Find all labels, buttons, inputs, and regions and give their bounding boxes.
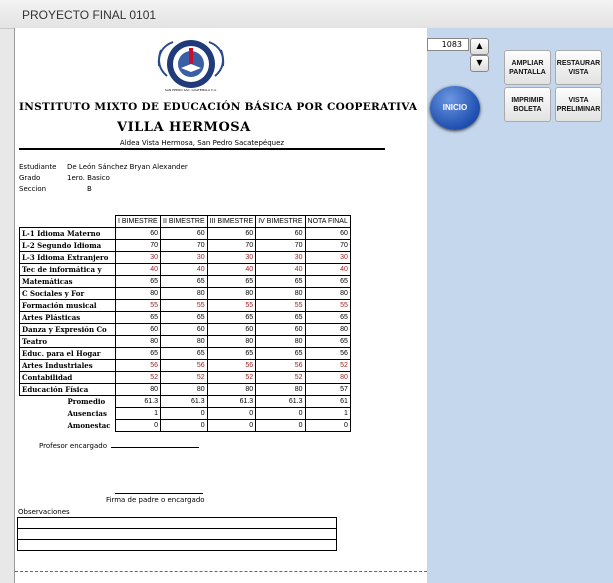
ampliar-pantalla-button[interactable]: AMPLIAR PANTALLA <box>504 50 551 85</box>
grade-cell: 56 <box>207 360 256 372</box>
grade-cell: 70 <box>207 240 256 252</box>
spin-down-button[interactable] <box>470 55 489 72</box>
grade-cell: 56 <box>305 348 350 360</box>
grade-cell: 40 <box>207 264 256 276</box>
grade-cell: 80 <box>305 324 350 336</box>
grade-cell: 40 <box>161 264 208 276</box>
summary-cell: 61.3 <box>116 396 161 408</box>
subject-name: L-3 Idioma Extranjero <box>20 252 116 264</box>
table-row <box>20 384 351 396</box>
section-label: Seccion <box>19 185 47 193</box>
report-sheet <box>14 28 427 583</box>
observations-line <box>17 539 337 551</box>
grade-cell: 55 <box>305 300 350 312</box>
summary-row <box>20 396 351 408</box>
grade-label: Grado <box>19 174 41 182</box>
summary-cell: 0 <box>161 408 208 420</box>
grade-cell: 60 <box>207 228 256 240</box>
summary-cell: 61 <box>305 396 350 408</box>
grade-cell: 70 <box>161 240 208 252</box>
grade-cell: 52 <box>207 372 256 384</box>
grade-cell: 65 <box>161 312 208 324</box>
summary-cell: 0 <box>305 420 350 432</box>
table-row <box>20 348 351 360</box>
summary-cell: 0 <box>256 408 305 420</box>
subject-name: Formación musical <box>20 300 116 312</box>
summary-label: Promedio <box>20 396 116 408</box>
window-title: PROYECTO FINAL 0101 <box>22 8 157 22</box>
grade-cell: 55 <box>256 300 305 312</box>
school-seal-icon <box>153 36 229 94</box>
grade-cell: 52 <box>161 372 208 384</box>
student-value: De León Sánchez Bryan Alexander <box>67 163 188 171</box>
arrow-down-icon: ▼ <box>476 58 483 67</box>
grade-cell: 65 <box>116 348 161 360</box>
table-row <box>20 324 351 336</box>
grade-cell: 60 <box>161 324 208 336</box>
table-row <box>20 372 351 384</box>
grade-cell: 55 <box>161 300 208 312</box>
grade-cell: 80 <box>161 336 208 348</box>
grade-cell: 60 <box>305 228 350 240</box>
grade-cell: 65 <box>207 312 256 324</box>
grade-cell: 60 <box>116 324 161 336</box>
table-row <box>20 252 351 264</box>
grade-cell: 80 <box>207 336 256 348</box>
grade-cell: 56 <box>256 360 305 372</box>
grade-cell: 70 <box>305 240 350 252</box>
grade-cell: 60 <box>207 324 256 336</box>
grade-cell: 60 <box>256 324 305 336</box>
summary-row <box>20 408 351 420</box>
parent-signature-label: Firma de padre o encargado <box>106 496 205 504</box>
grade-cell: 80 <box>207 384 256 396</box>
summary-cell: 61.3 <box>256 396 305 408</box>
grade-cell: 65 <box>256 348 305 360</box>
section-value: B <box>87 185 92 193</box>
school-name: VILLA HERMOSA <box>117 120 251 135</box>
subject-name: C Sociales y For <box>20 288 116 300</box>
summary-cell: 61.3 <box>161 396 208 408</box>
grade-cell: 65 <box>207 348 256 360</box>
table-row <box>20 300 351 312</box>
grade-cell: 60 <box>256 228 305 240</box>
summary-cell: 0 <box>161 420 208 432</box>
column-header: III BIMESTRE <box>207 216 256 228</box>
table-row <box>20 336 351 348</box>
summary-cell: 0 <box>207 408 256 420</box>
summary-label: Amonestac <box>20 420 116 432</box>
column-header: NOTA FINAL <box>305 216 350 228</box>
arrow-up-icon: ▲ <box>476 41 483 50</box>
grade-cell: 40 <box>305 264 350 276</box>
observations-label: Observaciones <box>18 508 70 516</box>
summary-cell: 1 <box>116 408 161 420</box>
restaurar-vista-button[interactable]: RESTAURAR VISTA <box>555 50 602 85</box>
grade-cell: 65 <box>305 276 350 288</box>
grade-cell: 52 <box>256 372 305 384</box>
subject-name: Matemáticas <box>20 276 116 288</box>
table-row <box>20 240 351 252</box>
grade-cell: 70 <box>116 240 161 252</box>
subject-name: L-2 Segundo Idioma <box>20 240 116 252</box>
grade-cell: 65 <box>161 276 208 288</box>
grade-value: 1ero. Basico <box>67 174 110 182</box>
grade-cell: 80 <box>161 288 208 300</box>
subject-name: Tec de informática y <box>20 264 116 276</box>
grade-cell: 55 <box>207 300 256 312</box>
grade-cell: 52 <box>116 372 161 384</box>
imprimir-boleta-button[interactable]: IMPRIMIR BOLETA <box>504 87 551 122</box>
column-header: II BIMESTRE <box>161 216 208 228</box>
table-row <box>20 264 351 276</box>
grade-cell: 80 <box>256 384 305 396</box>
header-blank <box>20 216 116 228</box>
grade-cell: 65 <box>116 276 161 288</box>
grade-cell: 80 <box>116 384 161 396</box>
grade-cell: 80 <box>256 336 305 348</box>
summary-cell: 1 <box>305 408 350 420</box>
column-header: IV BIMESTRE <box>256 216 305 228</box>
grade-cell: 40 <box>256 264 305 276</box>
grade-cell: 56 <box>116 360 161 372</box>
school-address: Aldea Vista Hermosa, San Pedro Sacatepéquez <box>19 139 385 150</box>
column-header: I BIMESTRE <box>116 216 161 228</box>
grade-cell: 40 <box>116 264 161 276</box>
institution-name: INSTITUTO MIXTO DE EDUCACIÓN BÁSICA POR COOPERATIVA <box>19 101 418 113</box>
subject-name: Teatro <box>20 336 116 348</box>
grade-cell: 80 <box>305 288 350 300</box>
teacher-signature-label: Profesor encargado <box>39 442 108 450</box>
svg-text:SAN PEDRO SAC. GUATEMALA C.A.: SAN PEDRO SAC. GUATEMALA C.A. <box>164 88 218 92</box>
summary-cell: 0 <box>116 420 161 432</box>
grade-cell: 65 <box>161 348 208 360</box>
grade-cell: 30 <box>256 252 305 264</box>
grade-cell: 56 <box>161 360 208 372</box>
grade-cell: 65 <box>256 276 305 288</box>
table-row <box>20 288 351 300</box>
grade-cell: 80 <box>116 288 161 300</box>
subject-name: Danza y Expresión Co <box>20 324 116 336</box>
grade-cell: 30 <box>207 252 256 264</box>
grade-cell: 65 <box>305 312 350 324</box>
summary-cell: 0 <box>207 420 256 432</box>
summary-row <box>20 420 351 432</box>
page-break-horizontal <box>15 571 427 572</box>
teacher-signature <box>39 442 199 450</box>
summary-label: Ausencias <box>20 408 116 420</box>
vista-preliminar-button[interactable]: VISTA PRELIMINAR <box>555 87 602 122</box>
grade-cell: 30 <box>161 252 208 264</box>
grade-cell: 30 <box>305 252 350 264</box>
grade-cell: 65 <box>207 276 256 288</box>
spin-up-button[interactable] <box>470 38 489 55</box>
grade-cell: 60 <box>116 228 161 240</box>
subject-name: Contabilidad <box>20 372 116 384</box>
grade-cell: 30 <box>116 252 161 264</box>
grade-cell: 80 <box>207 288 256 300</box>
title-bar <box>0 0 613 29</box>
subject-name: Educ. para el Hogar <box>20 348 116 360</box>
table-row <box>20 228 351 240</box>
grade-cell: 70 <box>256 240 305 252</box>
subject-name: Artes Plásticas <box>20 312 116 324</box>
grade-cell: 80 <box>256 288 305 300</box>
grade-cell: 65 <box>116 312 161 324</box>
grade-cell: 80 <box>116 336 161 348</box>
summary-cell: 61.3 <box>207 396 256 408</box>
table-row <box>20 276 351 288</box>
table-row <box>20 360 351 372</box>
record-number-field[interactable]: 1083 <box>427 38 469 51</box>
grade-cell: 80 <box>305 372 350 384</box>
grade-cell: 57 <box>305 384 350 396</box>
parent-signature-line <box>115 493 203 494</box>
grades-table <box>19 215 351 432</box>
grade-cell: 65 <box>256 312 305 324</box>
grade-cell: 52 <box>305 360 350 372</box>
table-row <box>20 312 351 324</box>
subject-name: Educación Física <box>20 384 116 396</box>
grade-cell: 80 <box>161 384 208 396</box>
table-header-row <box>20 216 351 228</box>
grade-cell: 60 <box>161 228 208 240</box>
inicio-button[interactable]: INICIO <box>430 86 480 130</box>
subject-name: Artes Industriales <box>20 360 116 372</box>
student-label: Estudiante <box>19 163 57 171</box>
grade-cell: 55 <box>116 300 161 312</box>
summary-cell: 0 <box>256 420 305 432</box>
subject-name: L-1 Idioma Materno <box>20 228 116 240</box>
grade-cell: 65 <box>305 336 350 348</box>
